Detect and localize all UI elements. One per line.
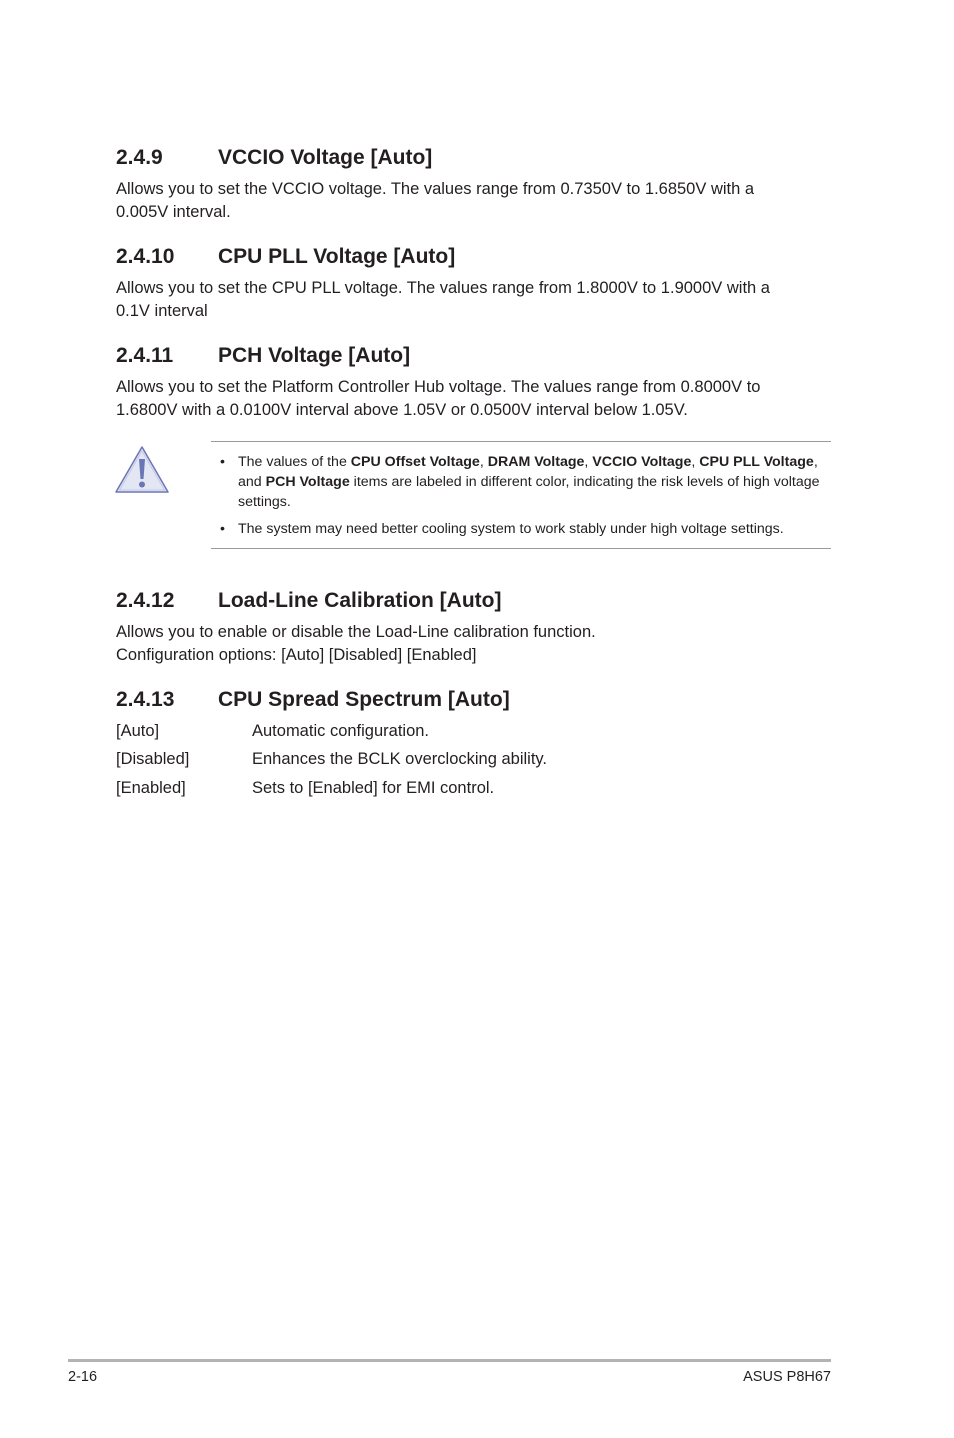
section-title: PCH Voltage [Auto]: [218, 344, 411, 367]
option-key: [Enabled]: [116, 779, 186, 797]
section-body: [116, 376, 836, 422]
note-text: , and: [238, 454, 818, 490]
note-bold: DRAM Voltage: [487, 454, 585, 470]
option-row: [116, 748, 547, 771]
caution-top-rule: [211, 441, 831, 442]
body-line: Allows you to enable or disable the Load-Line calibration function.: [116, 623, 596, 641]
section-number: 2.4.12: [116, 589, 175, 612]
product-name: ASUS P8H67: [743, 1369, 831, 1385]
section-title: CPU Spread Spectrum [Auto]: [218, 688, 510, 711]
section-title: CPU PLL Voltage [Auto]: [218, 245, 456, 268]
section-number: 2.4.10: [116, 245, 175, 268]
body-line: Allows you to set the VCCIO voltage. The values range from 0.7350V to 1.6850V with a: [116, 180, 755, 198]
body-line: 1.6800V with a 0.0100V interval above 1.05V or 0.0500V interval below 1.05V.: [116, 401, 688, 419]
section-number: 2.4.11: [116, 344, 174, 367]
body-line: Allows you to set the Platform Controller Hub voltage. The values range from 0.8000V to: [116, 378, 761, 396]
section-heading-2-4-13: [116, 687, 510, 713]
note-text: items are labeled in different color, indicating the risk levels of high voltage settings.: [238, 474, 820, 510]
bullet: •: [220, 454, 225, 470]
section-heading-2-4-10: [116, 244, 455, 270]
page-number: 2-16: [68, 1369, 98, 1385]
caution-triangle-icon: [114, 444, 170, 496]
note-bold: PCH Voltage: [265, 474, 350, 490]
section-heading-2-4-11: [116, 343, 410, 369]
footer-rule: [68, 1359, 831, 1362]
caution-note: [220, 519, 830, 539]
section-body: [116, 178, 836, 224]
option-row: [116, 777, 494, 800]
note-text: The system may need better cooling system to work stably under high voltage settings.: [238, 521, 784, 537]
option-desc: Sets to [Enabled] for EMI control.: [252, 779, 495, 797]
body-line: 0.005V interval.: [116, 203, 231, 221]
note-text: ,: [584, 454, 593, 470]
section-heading-2-4-12: [116, 588, 501, 614]
note-bold: VCCIO Voltage: [592, 454, 692, 470]
section-number: 2.4.9: [116, 146, 163, 169]
note-text: ,: [479, 454, 488, 470]
option-key: [Disabled]: [116, 750, 190, 768]
note-bold: CPU Offset Voltage: [350, 454, 480, 470]
option-desc: Enhances the BCLK overclocking ability.: [252, 750, 548, 768]
caution-notes: [220, 452, 830, 539]
section-title: Load-Line Calibration [Auto]: [218, 589, 502, 612]
caution-bottom-rule: [211, 548, 831, 549]
option-row: [116, 720, 429, 743]
section-body: [116, 621, 836, 667]
section-heading-2-4-9: [116, 145, 432, 171]
section-title: VCCIO Voltage [Auto]: [218, 146, 433, 169]
option-desc: Automatic configuration.: [252, 722, 430, 740]
section-number: 2.4.13: [116, 688, 175, 711]
note-text: ,: [691, 454, 700, 470]
bullet: •: [220, 521, 225, 537]
body-line: Configuration options: [Auto] [Disabled] [Enabled]: [116, 646, 477, 664]
body-line: 0.1V interval: [116, 302, 208, 320]
note-text: The values of the: [238, 454, 351, 470]
caution-note: [220, 452, 830, 512]
body-line: Allows you to set the CPU PLL voltage. The values range from 1.8000V to 1.9000V with a: [116, 279, 770, 297]
section-body: [116, 277, 836, 323]
option-key: [Auto]: [116, 722, 160, 740]
note-bold: CPU PLL Voltage: [699, 454, 814, 470]
